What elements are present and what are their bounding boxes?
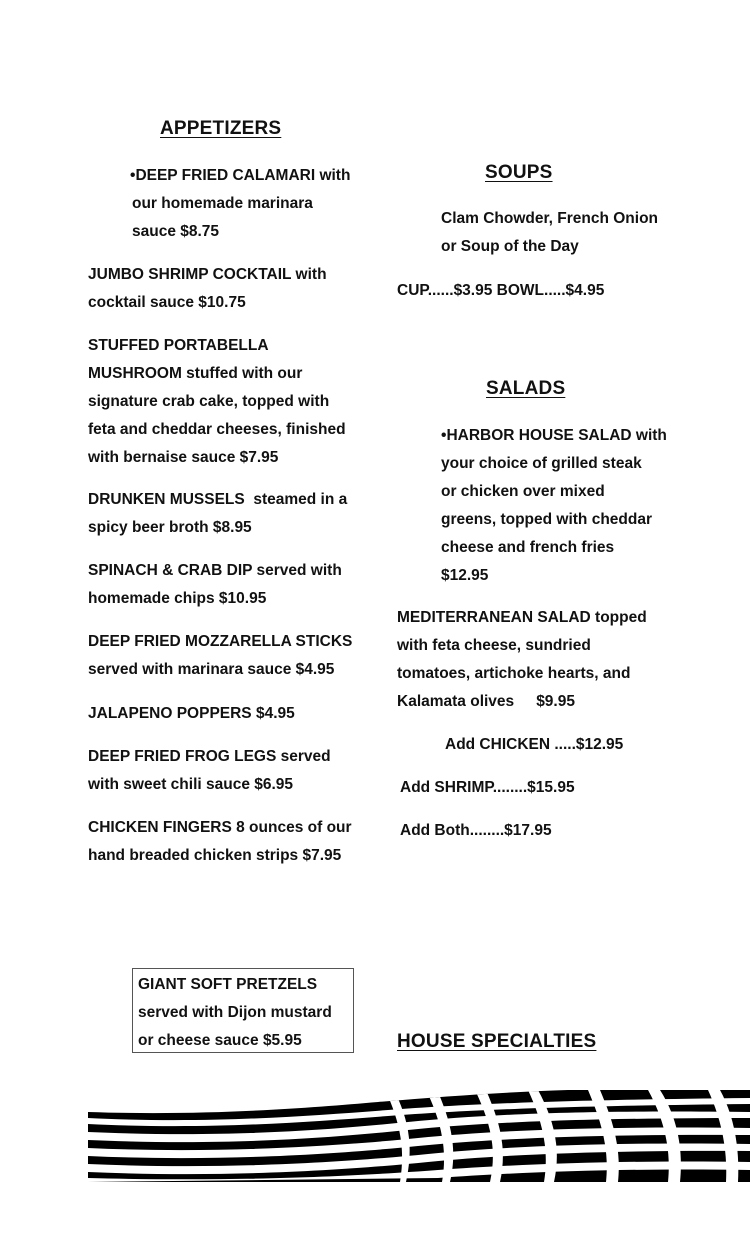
- salads-heading: SALADS: [486, 378, 566, 399]
- harbor-house-salad-item: •HARBOR HOUSE SALAD with your choice of grilled steak or chicken over mixed greens, topped with cheddar cheese and french fries $12.95: [441, 427, 667, 584]
- frog-legs-name: DEEP FRIED FROG LEGS: [88, 748, 277, 765]
- zebra-stripe-graphic: [88, 1090, 750, 1182]
- spinach-dip-item: SPINACH & CRAB DIP served with homemade chips $10.95: [88, 562, 342, 607]
- mussels-name: DRUNKEN MUSSELS: [88, 491, 245, 508]
- add-shrimp-line: Add SHRIMP........$15.95: [400, 779, 575, 796]
- mediterranean-salad-name: MEDITERRANEAN SALAD: [397, 609, 591, 626]
- harbor-house-salad-name: HARBOR HOUSE SALAD: [446, 427, 632, 444]
- soups-heading: SOUPS: [485, 162, 553, 183]
- jalapeno-name: JALAPENO POPPERS: [88, 705, 252, 722]
- mediterranean-salad-item: MEDITERRANEAN SALAD topped with feta cheese, sundried tomatoes, artichoke hearts, and Kalamata olives $9.95: [397, 609, 647, 710]
- shrimp-cocktail-name: JUMBO SHRIMP COCKTAIL: [88, 266, 292, 283]
- house-specialties-heading: HOUSE SPECIALTIES: [397, 1031, 597, 1052]
- bullet: •: [130, 167, 136, 184]
- shrimp-cocktail-item: JUMBO SHRIMP COCKTAIL with cocktail sauce $10.75: [88, 266, 327, 311]
- mozzarella-name: DEEP FRIED MOZZARELLA STICKS: [88, 633, 353, 650]
- zebra-stripe-banner: [88, 1090, 750, 1182]
- spinach-dip-name: SPINACH & CRAB DIP: [88, 562, 253, 579]
- portabella-name: STUFFED PORTABELLA: [88, 337, 269, 354]
- soup-prices: CUP......$3.95 BOWL.....$4.95: [397, 282, 605, 299]
- add-both-line: Add Both........$17.95: [400, 822, 552, 839]
- calamari-name: DEEP FRIED CALAMARI: [135, 167, 316, 184]
- bullet: •: [441, 427, 447, 444]
- jalapeno-item: JALAPENO POPPERS $4.95: [88, 705, 295, 722]
- soups-description: Clam Chowder, French Onion or Soup of the Day: [441, 210, 659, 255]
- mozzarella-item: DEEP FRIED MOZZARELLA STICKS served with marinara sauce $4.95: [88, 633, 353, 678]
- add-chicken-line: Add CHICKEN .....$12.95: [445, 736, 624, 753]
- frog-legs-item: DEEP FRIED FROG LEGS served with sweet chili sauce $6.95: [88, 748, 331, 793]
- calamari-item: •DEEP FRIED CALAMARI with our homemade marinara sauce $8.75: [130, 167, 351, 240]
- chicken-fingers-item: CHICKEN FINGERS 8 ounces of our hand breaded chicken strips $7.95: [88, 819, 352, 864]
- pretzels-box: GIANT SOFT PRETZELS served with Dijon mustard or cheese sauce $5.95: [132, 968, 354, 1053]
- mussels-item: DRUNKEN MUSSELS steamed in a spicy beer broth $8.95: [88, 491, 348, 536]
- chicken-fingers-name: CHICKEN FINGERS: [88, 819, 232, 836]
- pretzels-name: GIANT SOFT PRETZELS: [138, 976, 318, 993]
- appetizers-heading: APPETIZERS: [160, 118, 282, 139]
- portabella-item: STUFFED PORTABELLA MUSHROOM stuffed with our signature crab cake, topped with feta and cheddar cheeses, finished with bernaise sauce $7.95: [88, 337, 346, 466]
